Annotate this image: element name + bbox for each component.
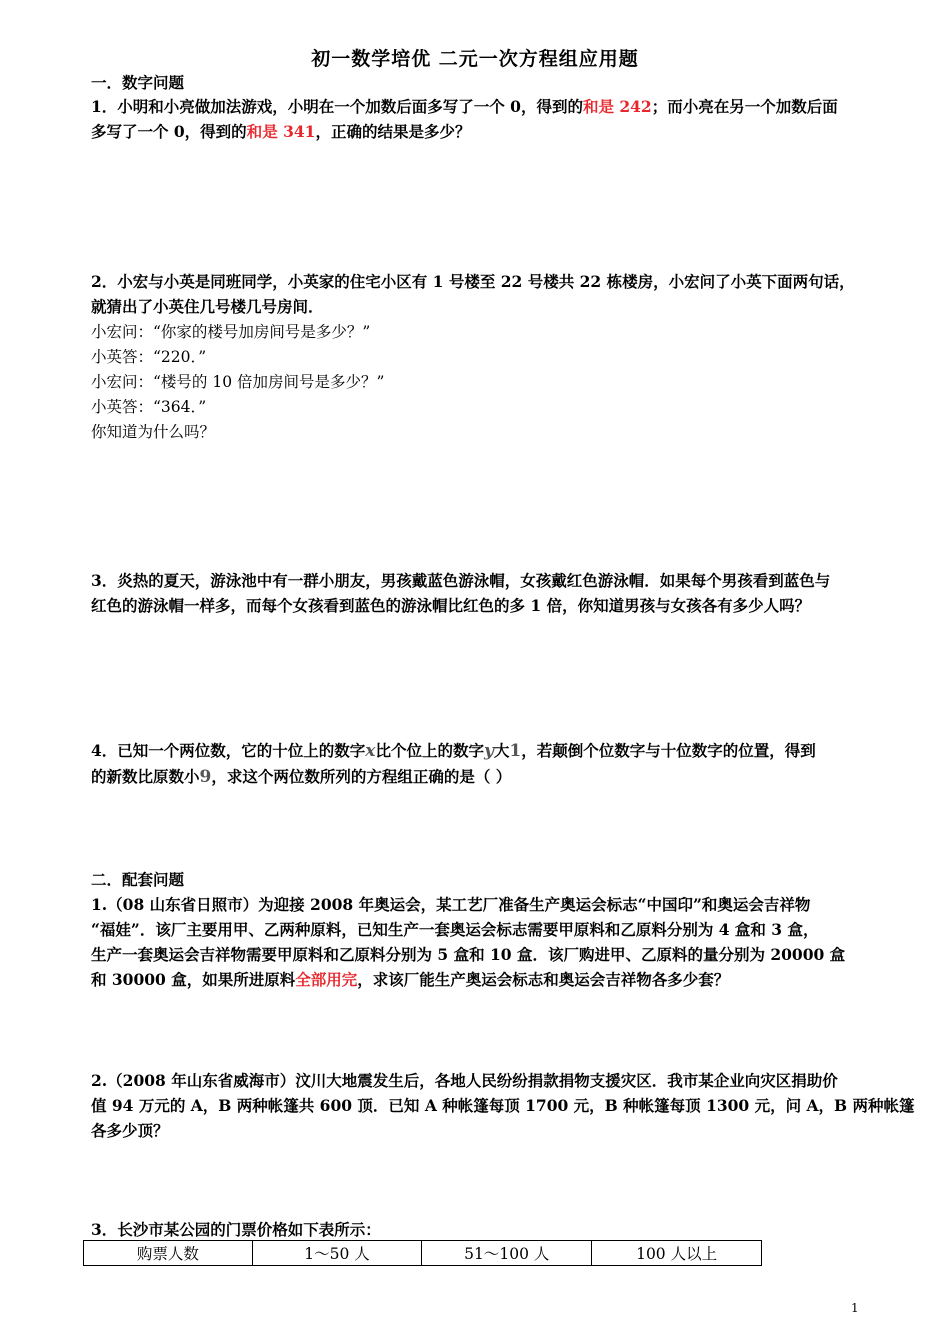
q3-line-1: 3．长沙市某公园的门票价格如下表所示： <box>91 1220 381 1239</box>
variable-y: y <box>483 741 494 761</box>
highlight-text: 和是 341 <box>246 122 316 141</box>
q1-line-2: “福娃”．该厂主要用甲、乙两种原料，已知生产一套奥运会标志需要甲原料和乙原料分别为 4 盒和 3 盒， <box>91 920 819 939</box>
problem-2-line-1: 2．小宏与小英是同班同学，小英家的住宅小区有 1 号楼至 22 号楼共 22 栋楼房，小宏问了小英下面两句话， <box>91 272 855 291</box>
problem-2-line-2: 就猜出了小英住几号楼几号房间． <box>91 297 324 316</box>
table-header-cell: 100 人以上 <box>592 1241 762 1266</box>
highlight-text: 全部用完 <box>295 970 358 989</box>
problem-4-text: 的新数比原数小 <box>91 767 200 786</box>
table-row <box>84 1241 762 1266</box>
problem-4-text: ，若颠倒个位数字与十位数字的位置，得到 <box>521 741 816 760</box>
q2-line-1: 2.（2008 年山东省威海市）汶川大地震发生后，各地人民纷纷捐款捐物支援灾区．我市某企业向灾区捐助价 <box>91 1071 838 1090</box>
problem-4-line-2 <box>91 766 511 788</box>
number-1: 1 <box>509 741 522 761</box>
page-number: 1 <box>851 1301 859 1315</box>
problem-1-text: ；而小亮在另一个加数后面 <box>651 97 838 116</box>
problem-4-line-1 <box>91 740 816 762</box>
problem-4-text: ，求这个两位数所列的方程组正确的是（ ） <box>211 767 512 786</box>
problem-3-line-2: 红色的游泳帽一样多，而每个女孩看到蓝色的游泳帽比红色的多 1 倍，你知道男孩与女孩各有多少人吗？ <box>91 596 811 615</box>
problem-1-text: ，正确的结果是多少？ <box>315 122 471 141</box>
section-1-heading: 一．数字问题 <box>91 73 185 92</box>
problem-2-dialogue-1: 小宏问：“你家的楼号加房间号是多少？” <box>91 323 371 341</box>
problem-3-line-1: 3．炎热的夏天，游泳池中有一群小朋友，男孩戴蓝色游泳帽，女孩戴红色游泳帽．如果每个男孩看到蓝色与 <box>91 571 831 590</box>
section-2-heading: 二．配套问题 <box>91 870 185 889</box>
number-9: 9 <box>199 767 212 787</box>
q1-line-1: 1.（08 山东省日照市）为迎接 2008 年奥运会，某工艺厂准备生产奥运会标志“中国印”和奥运会吉祥物 <box>91 895 811 914</box>
problem-2-dialogue-3: 小宏问：“楼号的 10 倍加房间号是多少？” <box>91 373 385 391</box>
problem-4-text: 4．已知一个两位数，它的十位上的数字 <box>91 741 366 760</box>
page-title: 初一数学培优 二元一次方程组应用题 <box>311 48 639 70</box>
problem-1-text: 1．小明和小亮做加法游戏，小明在一个加数后面多写了一个 0，得到的 <box>91 97 583 116</box>
problem-1-line-2 <box>91 121 470 143</box>
problem-1-line-1 <box>91 96 838 118</box>
problem-4-text: 比个位上的数字 <box>375 741 484 760</box>
highlight-text: 和是 242 <box>582 97 652 116</box>
q2-line-2: 值 94 万元的 A，B 两种帐篷共 600 顶．已知 A 种帐篷每顶 1700 元，B 种帐篷每顶 1300 元，问 A，B 两种帐篷 <box>91 1096 915 1115</box>
table-header-cell: 购票人数 <box>84 1241 253 1266</box>
variable-x: x <box>365 741 376 761</box>
q2-line-3: 各多少顶？ <box>91 1121 169 1140</box>
problem-1-text: 多写了一个 0，得到的 <box>91 122 247 141</box>
q1-line-3: 生产一套奥运会吉祥物需要甲原料和乙原料分别为 5 盒和 10 盒．该厂购进甲、乙原料的量分别为 20000 盒 <box>91 945 846 964</box>
problem-2-dialogue-4: 小英答：“364．” <box>91 398 207 416</box>
problem-2-question: 你知道为什么吗？ <box>91 423 216 441</box>
q1-text: 和 30000 盒，如果所进原料 <box>91 970 296 989</box>
ticket-price-table <box>83 1240 762 1266</box>
table-header-cell: 1～50 人 <box>252 1241 422 1266</box>
q1-text: ，求该厂能生产奥运会标志和奥运会吉祥物各多少套？ <box>357 970 730 989</box>
problem-2-dialogue-2: 小英答：“220．” <box>91 348 207 366</box>
problem-4-text: 大 <box>493 741 510 760</box>
table-header-cell: 51～100 人 <box>422 1241 592 1266</box>
q1-line-4 <box>91 969 729 991</box>
